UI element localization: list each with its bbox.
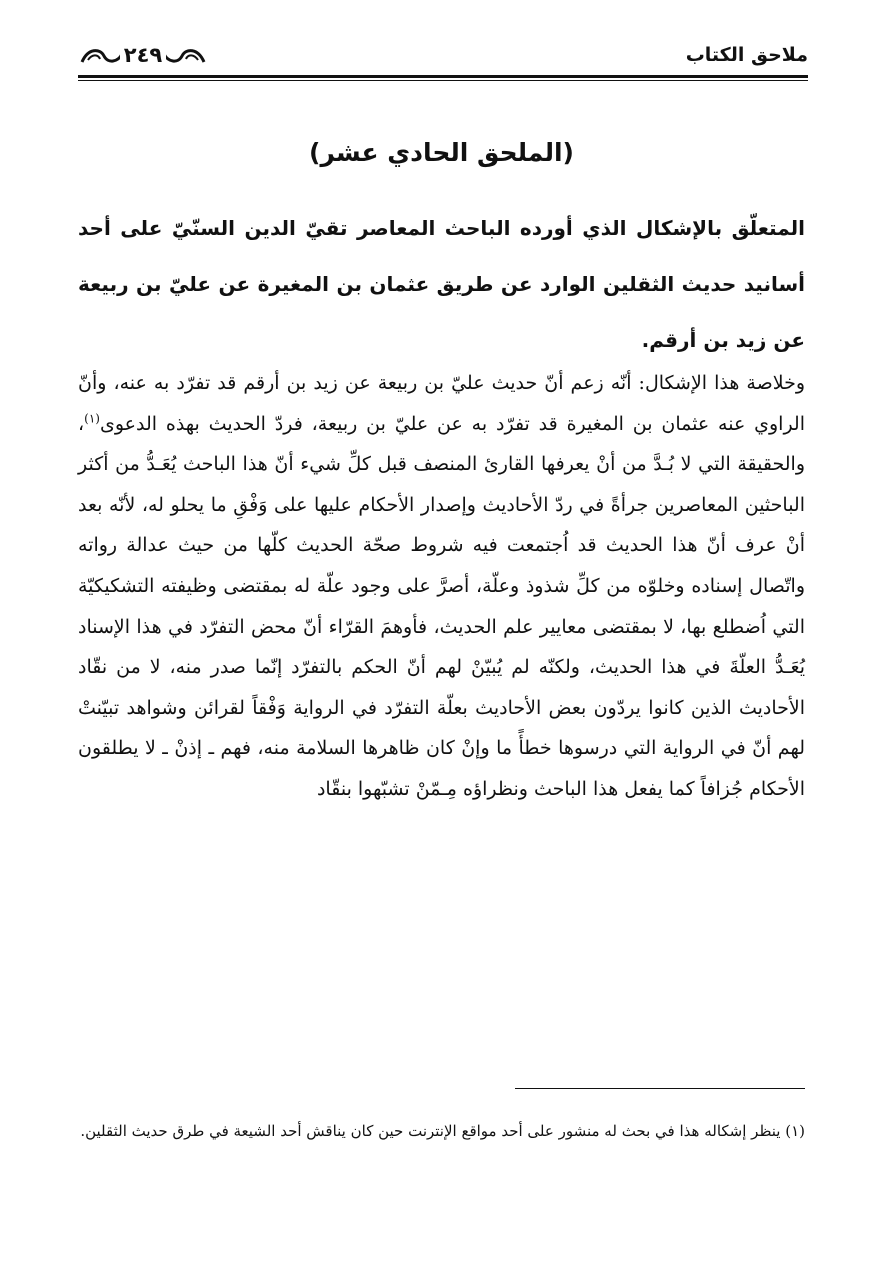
body-text-part-2: ، والحقيقة التي لا بُـدَّ من أنْ يعرفها القارئ المنصف قبل كلِّ شيء أنّ هذا الباحث يُعَـدُّ من أكثر الباحثين المعاصرين جرأةً في ردّ الأحاديث وإصدار الأحكام عليها على وَفْقِ ما يحلو له، لأنّه بعد أنْ عرف أنّ هذا الحديث قد اُجتمعت فيه شروط صحّة الحديث كلّها من حيث عدالة رواته واتّصال إسناده وخلوّه من كلِّ شذوذ وعلّة، أصرَّ على وجود علّة له بمقتضى وظيفته التشكيكيّة التي اُضطلع بها، لا بمقتضى معايير علم الحديث، فأوهمَ القرّاء أنّ محض التفرّد في هذا الإسناد يُعَـدُّ العلّةَ في هذا الحديث، ولكنّه لم يُبيّنْ لهم أنّ الحكم بالتفرّد إنّما صدر منه، لا من نقّاد الأحاديث الذين كانوا يردّون بعض الأحاديث بعلّة التفرّد في الرواية وَفْقاً لقرائن وشواهد تبيّنتْ لهم أنّ في الرواية التي درسوها خطأً ما وإنْ كان ظاهرها السلامة منه، فهم ـ إذنْ ـ لا يطلقون الأحكام جُزافاً كما يفعل هذا الباحث ونظراؤه مِـمّنْ تشبّهوا بنقّاد [78, 412, 805, 800]
appendix-subtitle: المتعلّق بالإشكال الذي أورده الباحث المعاصر تقيّ الدين السنّيّ على أحد أسانيد حديث الثقلين الوارد عن طريق عثمان بن المغيرة عن عليّ بن ربيعة عن زيد بن أرقم. [78, 216, 805, 352]
body-paragraph [78, 363, 805, 810]
running-header [78, 38, 808, 78]
footnote-1: (١) ينظر إشكاله هذا في بحث له منشور على أحد مواقع الإنترنت حين كان يناقش أحد الشيعة في طرق حديث الثقلين. [80, 1122, 805, 1140]
footnote-separator [515, 1088, 805, 1089]
body-text-part-1: وخلاصة هذا الإشكال: أنّه زعم أنّ حديث عليّ بن ربيعة عن زيد بن أرقم قد تفرّد به عنه، وأنّ الراوي عنه عثمان بن المغيرة قد تفرّد به عن عليّ بن ربيعة، فردّ الحديث بهذه الدعوى [78, 372, 805, 435]
appendix-title: (الملحق الحادي عشر) [309, 138, 574, 167]
page-number-ornament [78, 40, 208, 70]
page-number: ٢٤٩ [120, 42, 166, 68]
footnote-marker: (١) [84, 411, 100, 426]
running-header-title: ملاحق الكتاب [685, 44, 808, 66]
header-rule [78, 75, 808, 78]
